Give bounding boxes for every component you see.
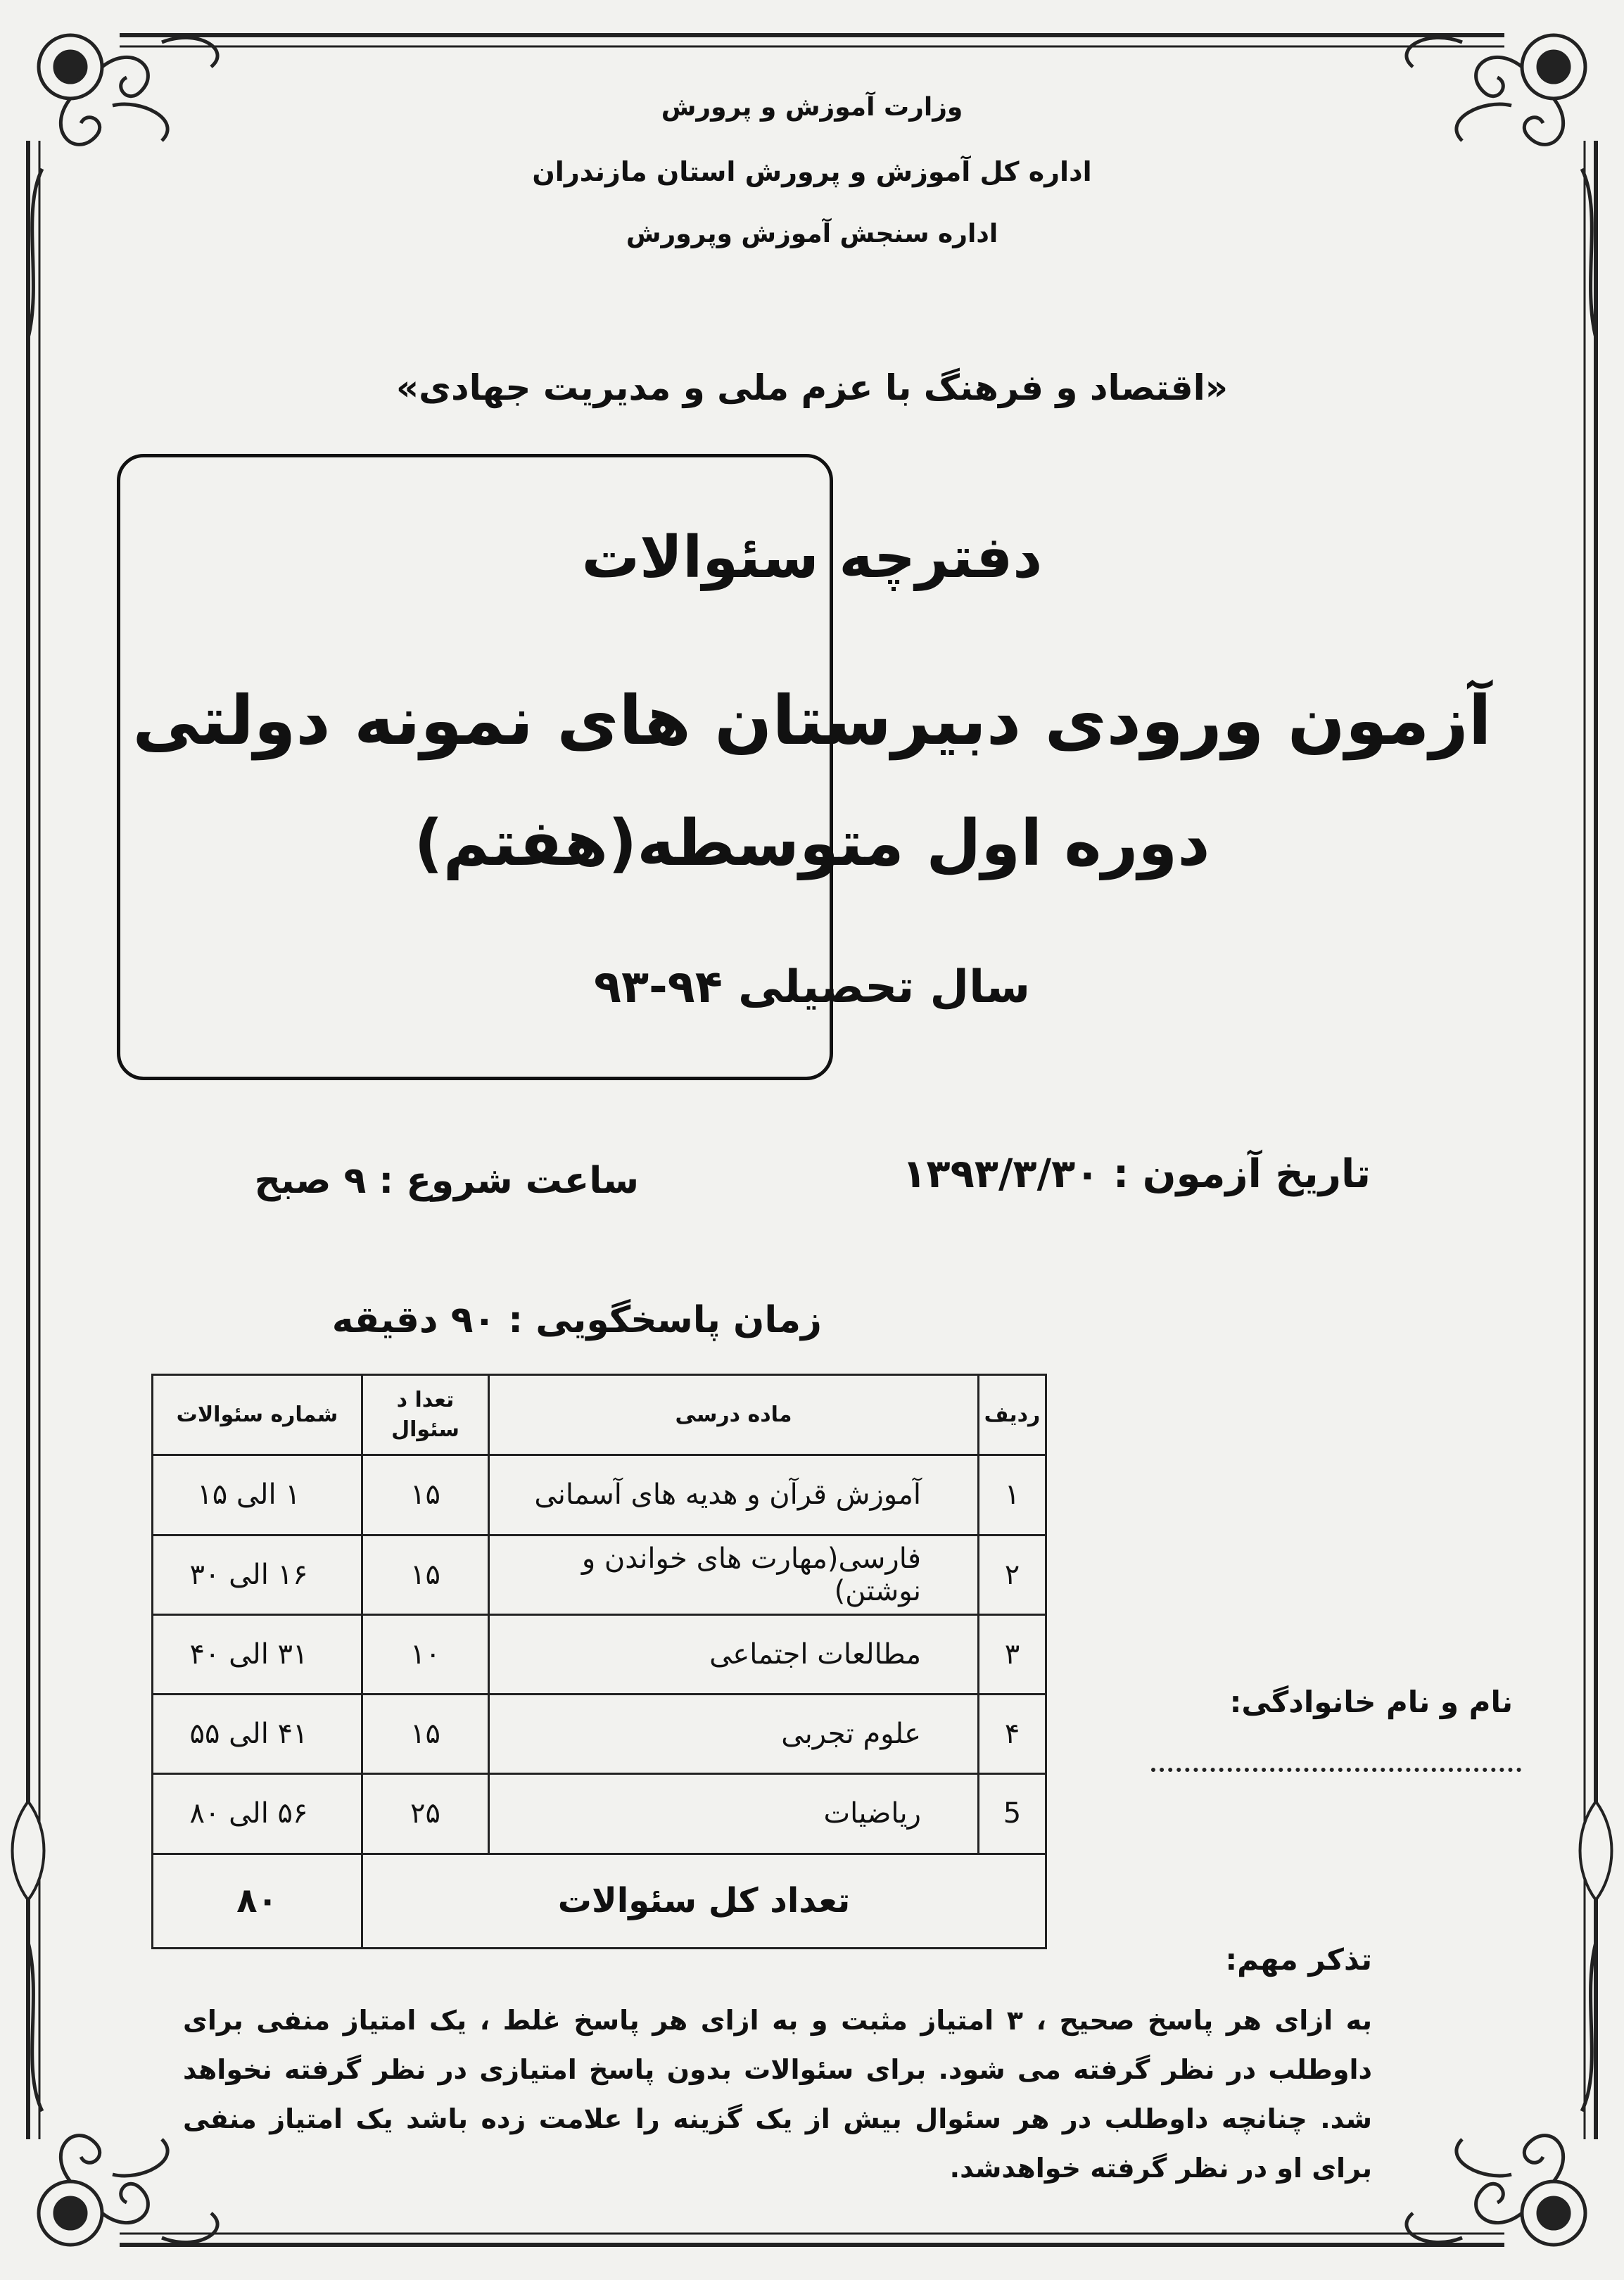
total-value: ۸۰	[153, 1854, 362, 1949]
note-heading: تذکر مهم:	[1225, 1942, 1372, 1977]
row-number: ۱	[979, 1455, 1046, 1535]
ministry-name: وزارت آموزش و پرورش	[661, 93, 963, 122]
question-range: ۴۱ الی ۵۵	[153, 1695, 362, 1774]
row-number: ۳	[979, 1614, 1046, 1694]
subject-name: فارسی(مهارت های خواندن و نوشتن)	[489, 1535, 979, 1614]
question-count: ۱۰	[362, 1614, 489, 1694]
name-field-line[interactable]	[1151, 1768, 1521, 1772]
question-range: ۱ الی ۱۵	[153, 1455, 362, 1535]
subjects-table	[151, 1374, 1047, 1949]
slogan: «اقتصاد و فرهنگ با عزم ملی و مدیریت جهادی»	[395, 367, 1229, 408]
header-subject: ماده درسی	[489, 1375, 979, 1455]
table-row	[153, 1695, 1046, 1774]
assessment-office-name: اداره سنجش آموزش وپرورش	[626, 220, 998, 248]
answer-duration: زمان پاسخگویی : ۹۰ دقیقه	[331, 1299, 822, 1341]
start-time: ساعت شروع : ۹ صبح	[254, 1160, 639, 1202]
header-question-numbers: شماره سئوالات	[153, 1375, 362, 1455]
note-text: به ازای هر پاسخ صحیح ، ۳ امتیاز مثبت و به ازای هر پاسخ غلط ، یک امتیاز منفی برای داوطلب در نظر گرفته می شود. برای سئوالات بدون پاسخ امتیازی در نظر گرفته نخواهد شد. چنانچه داوطلب در هر سئوال بیش از یک گزینه را علامت زده باشد یک امتیاز منفی برای او در نظر گرفته خواهدشد.	[183, 2005, 1372, 2184]
booklet-title: دفترچه سئوالات	[581, 524, 1043, 591]
header-question-count: تعدا د سئوال	[362, 1375, 489, 1455]
question-count: ۲۵	[362, 1774, 489, 1854]
question-count: ۱۵	[362, 1455, 489, 1535]
exam-title: آزمون ورودی دبیرستان های نمونه دولتی	[132, 681, 1492, 760]
table-total-row	[153, 1854, 1046, 1949]
academic-year: سال تحصیلی ۹۴-۹۳	[593, 961, 1031, 1013]
corner-ornament-bottom-right	[1407, 1942, 1596, 2245]
subject-name: ریاضیات	[489, 1774, 979, 1854]
table-row	[153, 1535, 1046, 1614]
question-count: ۱۵	[362, 1535, 489, 1614]
grade-title: دوره اول متوسطه(هفتم)	[414, 806, 1210, 880]
table-header-row	[153, 1375, 1046, 1455]
subject-name: علوم تجربی	[489, 1695, 979, 1774]
total-label: تعداد کل سئوالات	[362, 1854, 1046, 1949]
subject-name: مطالعات اجتماعی	[489, 1614, 979, 1694]
exam-date: تاریخ آزمون : ۱۳۹۳/۳/۳۰	[902, 1151, 1371, 1197]
header-row-number: ردیف	[979, 1375, 1046, 1455]
row-number: 5	[979, 1774, 1046, 1854]
question-range: ۱۶ الی ۳۰	[153, 1535, 362, 1614]
table-row	[153, 1614, 1046, 1694]
table-row	[153, 1455, 1046, 1535]
table-row	[153, 1774, 1046, 1854]
question-range: ۳۱ الی ۴۰	[153, 1614, 362, 1694]
row-number: ۲	[979, 1535, 1046, 1614]
row-number: ۴	[979, 1695, 1046, 1774]
name-field-label: نام و نام خانوادگی:	[1229, 1685, 1513, 1719]
question-count: ۱۵	[362, 1695, 489, 1774]
question-range: ۵۶ الی ۸۰	[153, 1774, 362, 1854]
directorate-name: اداره کل آموزش و پرورش استان مازندران	[532, 156, 1092, 187]
subject-name: آموزش قرآن و هدیه های آسمانی	[489, 1455, 979, 1535]
